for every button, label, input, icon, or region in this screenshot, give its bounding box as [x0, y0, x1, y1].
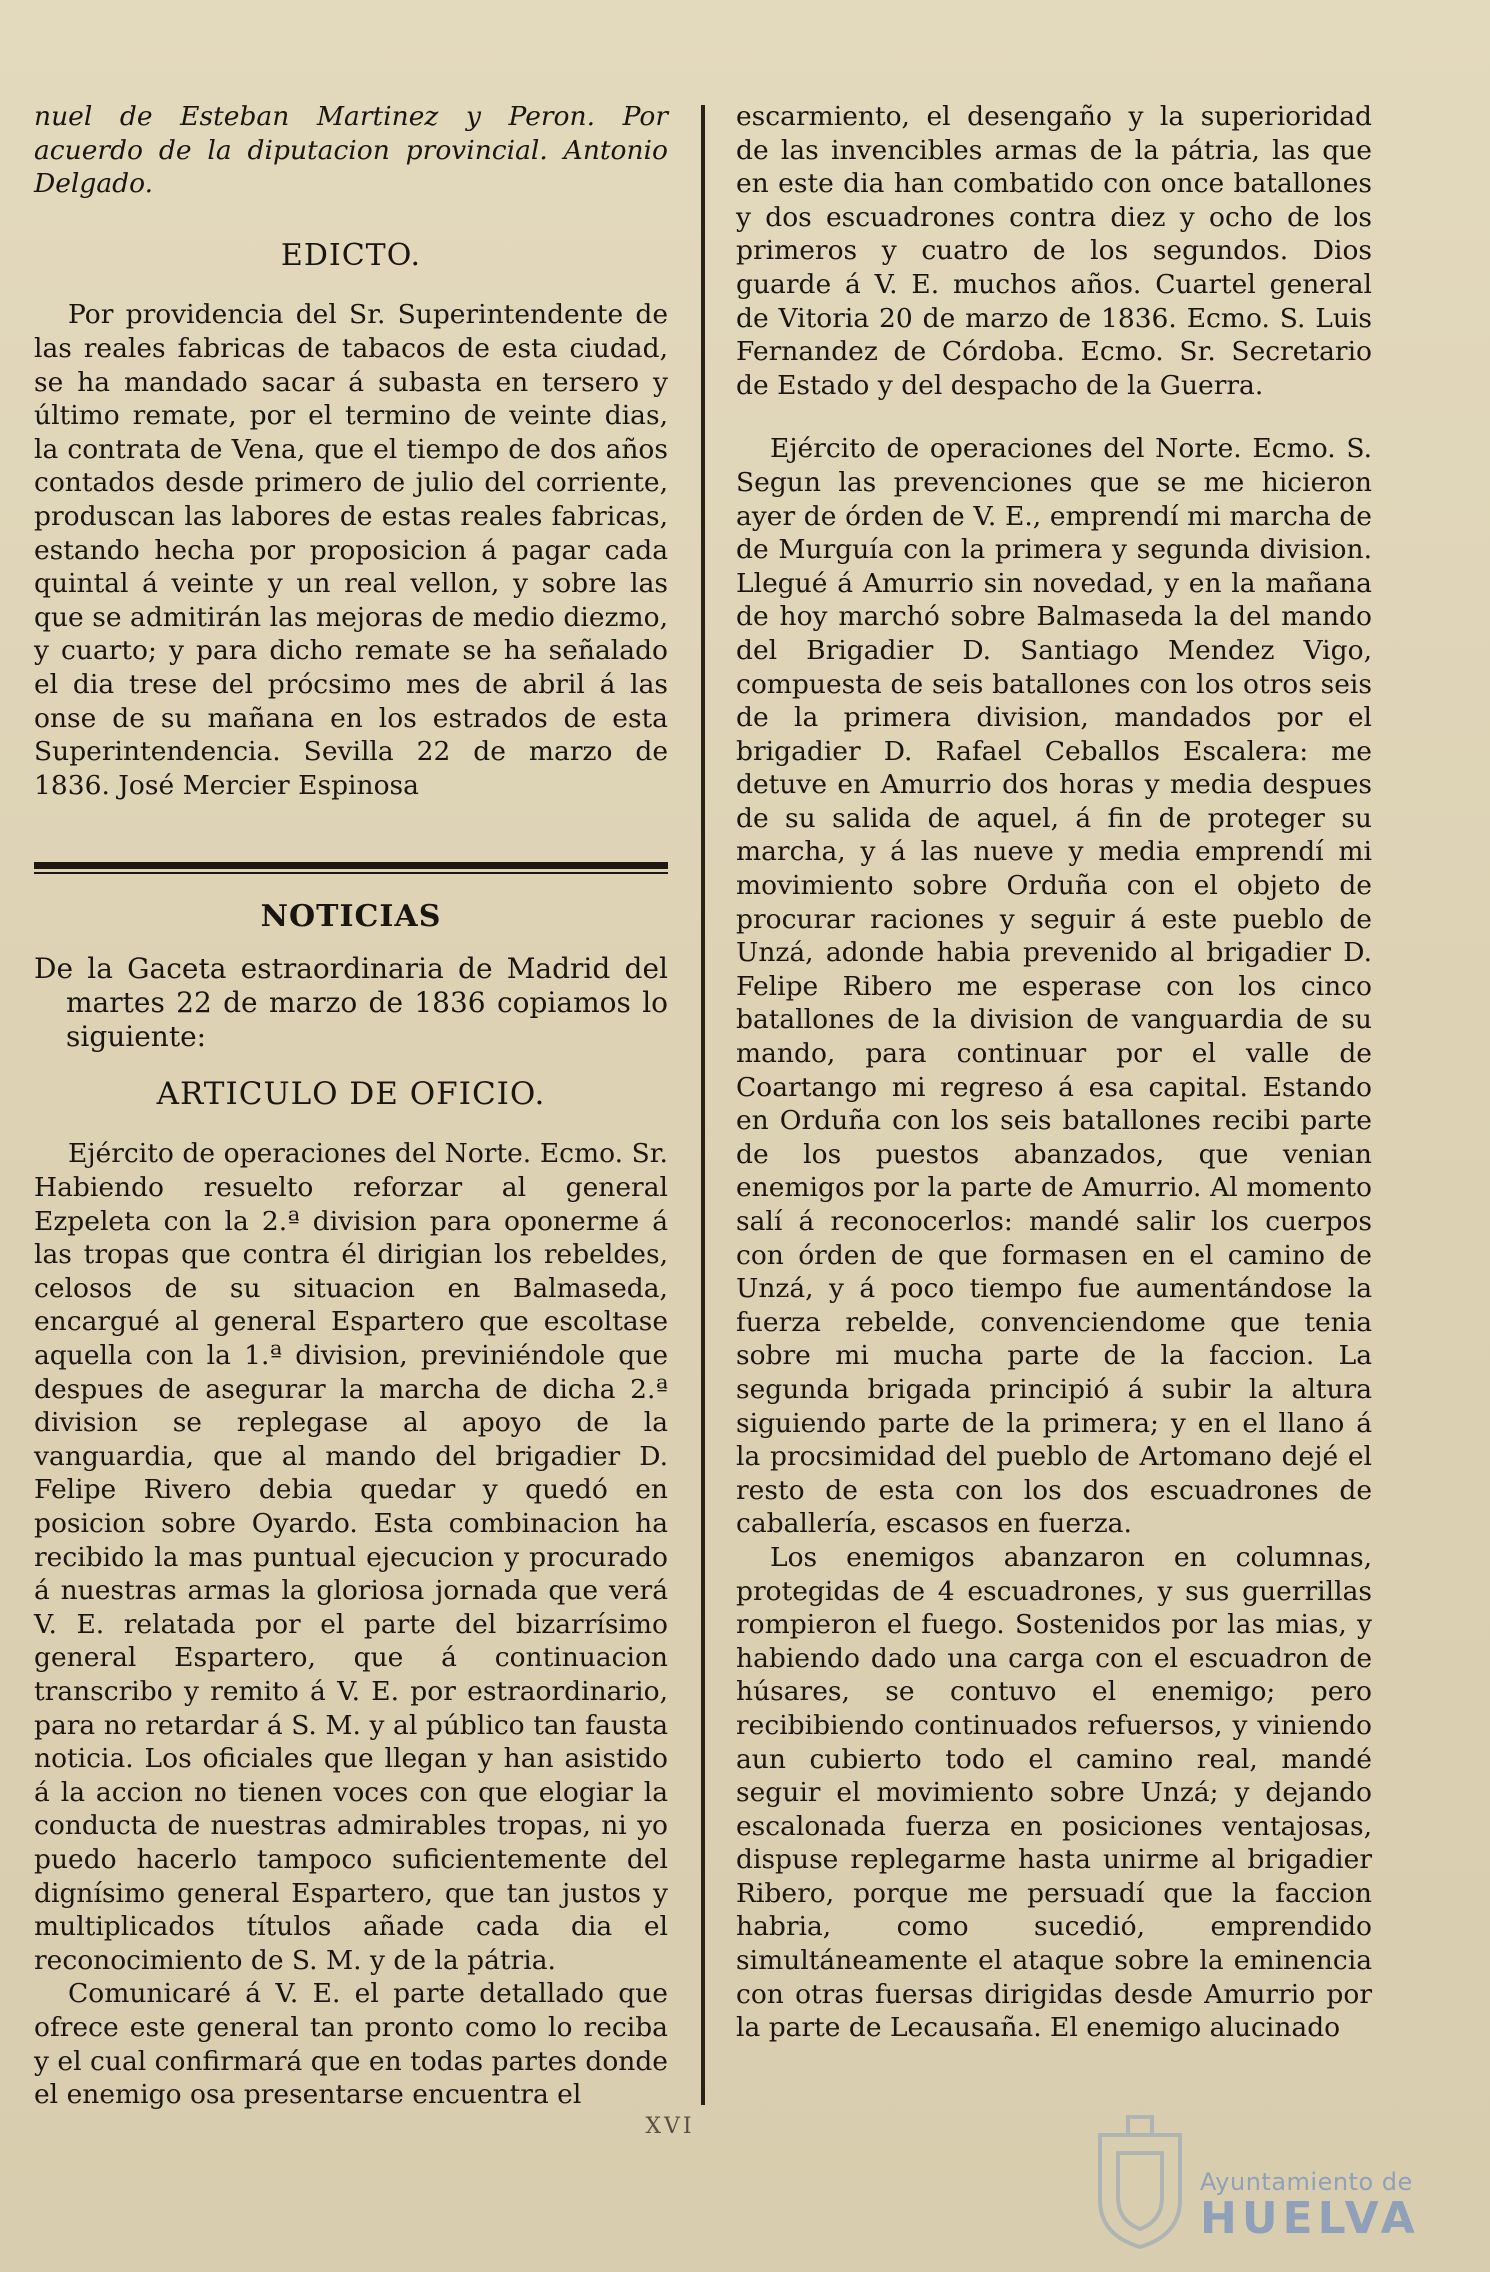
noticias-heading: NOTICIAS — [260, 899, 442, 935]
left-column — [34, 100, 668, 2112]
articulo-paragraph-2: Comunicaré á V. E. el parte detallado que ofrece este general tan pronto como lo reciba y el cual confirmará que en todas partes donde el enemigo osa presentarse encuentra el — [34, 1978, 668, 2111]
articulo-heading: ARTICULO DE OFICIO. — [156, 1075, 546, 1112]
articulo-paragraph-1: Ejército de operaciones del Norte. Ecmo. Sr. Habiendo resuelto reforzar al general Ezpeleta con la 2.ª division para oponerme á las tropas que contra él dirigian los rebeldes, celosos de su situacion en Balmaseda, encargué al general Espartero que escoltase aquella con la 1.ª division, previniéndole que despues de asegurar la marcha de dicha 2.ª division se replegase al apoyo de la vanguardia, que al mando del brigadier D. Felipe Rivero debia quedar y quedó en posicion sobre Oyardo. Esta combinacion ha recibido la mas puntual ejecucion y procurado á nuestras armas la gloriosa jornada que verá V. E. relatada por el parte del bizarrísimo general Espartero, que á continuacion transcribo y remito á V. E. por estraordinario, para no retardar á S. M. y al público tan fausta noticia. Los oficiales que llegan y han asistido á la accion no tienen voces con que elogiar la conducta de nuestras admirables tropas, ni yo puedo hacerlo tampoco suficientemente del dignísimo general Espartero, que tan justos y multiplicados títulos añade cada dia el reconocimiento de S. M. y de la pátria. — [34, 1138, 668, 1976]
watermark-line-1: Ayuntamiento de — [1200, 2168, 1413, 2196]
opening-text: nuel de Esteban Martinez y Peron. Por acuerdo de la diputacion provincial. Antonio Delgado. — [34, 101, 668, 200]
right-paragraph-1: escarmiento, el desengaño y la superioridad de las invencibles armas de la pátria, las que en este dia han combatido con once batallones y dos escuadrones contra diez y ocho de los primeros y cuatro de los segundos. Dios guarde á V. E. muchos años. Cuartel general de Vitoria 20 de marzo de 1836. Ecmo. S. Luis Fernandez de Córdoba. Ecmo. Sr. Secretario de Estado y del despacho de la Guerra. — [736, 101, 1372, 401]
right-paragraph-3: Los enemigos abanzaron en columnas, protegidas de 4 escuadrones, y sus guerrillas rompieron el fuego. Sostenidos por las mias, y habiendo dado una carga con el escuadron de húsares, se contuvo el enemigo; pero recibibiendo continuados refuersos, y viniendo aun cubierto todo el camino real, mandé seguir el movimiento sobre Unzá; y dejando escalonada fuerza en posiciones ventajosas, dispuse replegarme hasta unirme al brigadier Ribero, porque me persuadí que la faccion habria, como sucedió, emprendido simultáneamente el ataque sobre la eminencia con otras fuersas dirigidas desde Amurrio por la parte de Lecausaña. El enemigo alucinado — [736, 1541, 1372, 2044]
page-mark: XVI — [645, 2114, 695, 2139]
archive-watermark-text — [1200, 2168, 1450, 2242]
edicto-body: Por providencia del Sr. Superintendente de las reales fabricas de tabacos de esta ciudad, se ha mandado sacar á subasta en tersero y último remate, por el termino de veinte dias, la contrata de Vena, que el tiempo de dos años contados desde primero de julio del corriente, produscan las labores de estas reales fabricas, estando hecha por proposicion á pagar cada quintal á veinte y un real vellon, y sobre las que se admitirán las mejoras de medio diezmo, y cuarto; y para dicho remate se ha señalado el dia trese del prócsimo mes de abril á las onse de su mañana en los estrados de esta Superintendencia. Sevilla 22 de marzo de 1836. José Mercier Espinosa — [34, 299, 668, 801]
column-divider — [701, 105, 705, 2105]
noticias-intro: De la Gaceta estraordinaria de Madrid del martes 22 de marzo de 1836 copiamos lo siguiente: — [34, 951, 668, 1053]
section-rule-thin — [34, 872, 668, 874]
watermark-line-2: HUELVA — [1200, 2193, 1420, 2244]
paragraph-gap — [736, 402, 1372, 432]
right-paragraph-2: Ejército de operaciones del Norte. Ecmo. S. Segun las prevenciones que se me hicieron ayer de órden de V. E., emprendí mi marcha de de Murguía con la primera y segunda division. Llegué á Amurrio sin novedad, y en la mañana de hoy marchó sobre Balmaseda la del mando del Brigadier D. Santiago Mendez Vigo, compuesta de seis batallones con los otros seis de la primera division, mandados por el brigadier D. Rafael Ceballos Escalera: me detuve en Amurrio dos horas y media despues de su salida de aquel, á fin de proteger su marcha, y á las nueve y media emprendí mi movimiento sobre Orduña con el objeto de procurar raciones y seguir á este pueblo de Unzá, adonde habia prevenido al brigadier D. Felipe Ribero me esperase con los cinco batallones de la division de vanguardia de su mando, para continuar por el valle de Coartango mi regreso á esa capital. Estando en Orduña con los seis batallones recibi parte de los puestos abanzados, que venian enemigos por la parte de Amurrio. Al momento salí á reconocerlos: mandé salir los cuerpos con órden de que formasen en el camino de Unzá, y á poco tiempo fue aumentándose la fuerza rebelde, convenciendome que tenia sobre mi mucha parte de la faccion. La segunda brigada principió á subir la altura siguiendo parte de la primera; y en el llano á la procsimidad del pueblo de Artomano dejé el resto de esta con los dos escuadrones de caballería, escasos en fuerza. — [736, 433, 1372, 1540]
edicto-heading: EDICTO. — [280, 237, 422, 273]
right-column — [736, 100, 1372, 2045]
section-rule-thick — [34, 862, 668, 869]
